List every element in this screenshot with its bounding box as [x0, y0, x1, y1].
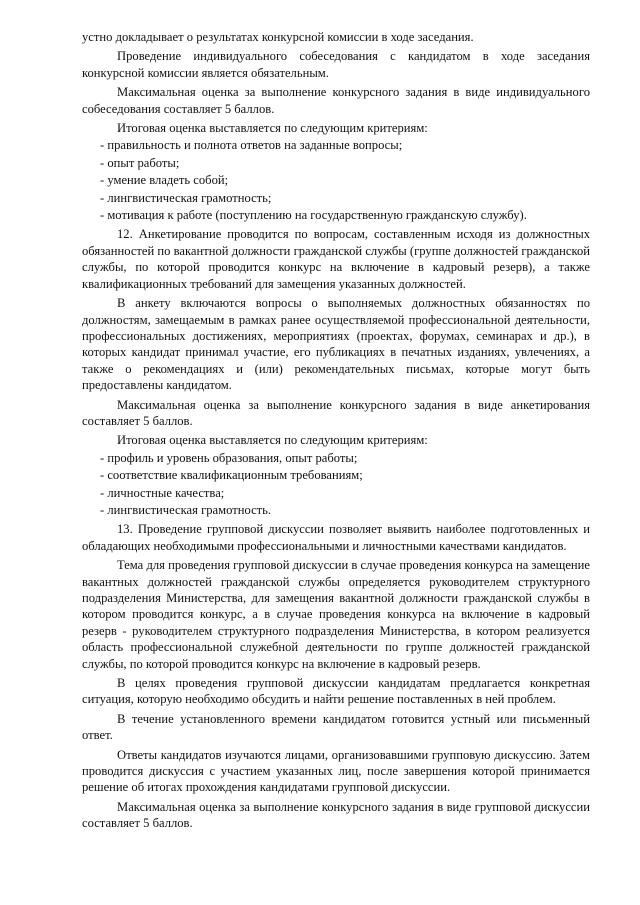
list-item: - мотивация к работе (поступлению на государственную гражданскую службу). — [100, 208, 527, 223]
list-item: - лингвистическая грамотность. — [100, 502, 272, 517]
paragraph-interview-max-score: Максимальная оценка за выполнение конкурсного задания в виде индивидуального собеседования составляет 5 баллов. — [82, 85, 590, 116]
paragraph-report: устно докладывает о результатах конкурсной комиссии в ходе заседания. — [82, 30, 474, 44]
list-item: - опыт работы; — [100, 155, 180, 170]
paragraph-criteria-intro-2: Итоговая оценка выставляется по следующим критериям: — [117, 433, 428, 448]
paragraph-discussion-situation: В целях проведения групповой дискуссии кандидатам предлагается конкретная ситуация, которую необходимо обсудить и найти решение поставленных в ней проблем. — [82, 676, 590, 707]
document-body — [82, 29, 590, 832]
paragraph-discussion-max-score: Максимальная оценка за выполнение конкурсного задания в виде групповой дискуссии составляет 5 баллов. — [82, 799, 590, 831]
list-item: - личностные качества; — [100, 485, 225, 500]
paragraph-discussion-topic: Тема для проведения групповой дискуссии в случае проведения конкурса на замещение вакантных должностей гражданской службы определяется руководителем структурного подразделения Министерства, для замещения вакантной должности гражданской службы в котором проводится конкурс, а в случае проведения конкурса на включение в кадровый резерв - руководителем структурного подразделения Министерства, в котором реализуется область профессиональной служебной деятельности по группе должностей гражданской службы, по которой проводится конкурс на включение в кадровый резерв. — [82, 558, 590, 671]
list-item: - профиль и уровень образования, опыт работы; — [100, 450, 358, 465]
paragraph-interview-mandatory: Проведение индивидуального собеседования с кандидатом в ходе заседания конкурсной комиссии является обязательным. — [82, 49, 590, 80]
list-item: - соответствие квалификационным требованиям; — [100, 468, 363, 483]
list-item: - правильность и полнота ответов на заданные вопросы; — [100, 138, 403, 153]
paragraph-discussion-evaluation: Ответы кандидатов изучаются лицами, организовавшими групповую дискуссию. Затем проводится дискуссия с участием указанных лиц, после завершения которой принимается решение об итогах прохождения кандидатами групповой дискуссии. — [82, 747, 590, 795]
criteria-list-questionnaire — [82, 450, 590, 519]
list-item: - лингвистическая грамотность; — [100, 190, 272, 205]
paragraph-discussion-answer: В течение установленного времени кандидатом готовится устный или письменный ответ. — [82, 711, 590, 743]
paragraph-12-questionnaire: 12. Анкетирование проводится по вопросам, составленным исходя из должностных обязанностей по вакантной должности гражданской службы (группе должностей гражданской службы, по которой проводится конкурс на включение в кадровый резерв), а также квалификационных требований для замещения указанных должностей. — [82, 227, 590, 291]
list-item: - умение владеть собой; — [100, 173, 229, 188]
criteria-list-interview — [82, 137, 590, 223]
paragraph-criteria-intro: Итоговая оценка выставляется по следующим критериям: — [117, 121, 428, 136]
paragraph-13-group-discussion: 13. Проведение групповой дискуссии позволяет выявить наиболее подготовленных и обладающих необходимыми профессиональными и личностными качествами кандидатов. — [82, 522, 590, 553]
paragraph-questionnaire-max-score: Максимальная оценка за выполнение конкурсного задания в виде анкетирования составляет 5 баллов. — [82, 397, 590, 428]
paragraph-questionnaire-content: В анкету включаются вопросы о выполняемых должностных обязанностях по должностям, замещаемым в рамках ранее осуществляемой профессиональной деятельности, профессиональных достижениях, мероприятиях (проектах, форумах, семинарах и др.), в которых кандидат принимал участие, его публикациях в печатных изданиях, увлечениях, а также о рекомендациях и (или) рекомендательных письмах, которые могут быть предоставлены кандидатом. — [82, 296, 590, 393]
